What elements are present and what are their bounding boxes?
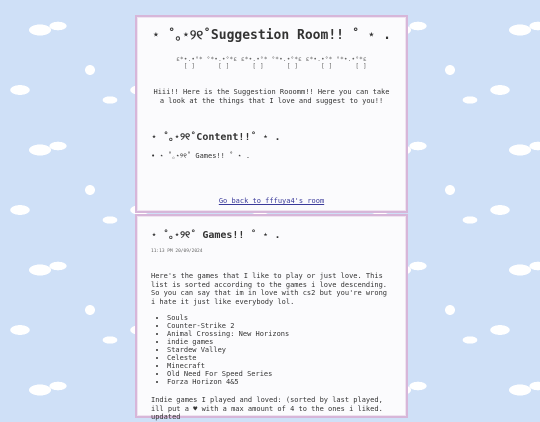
- list-item: • Forza Horizon 4&5: [167, 378, 406, 386]
- page-title: ⋆ ˚｡⋆୨୧˚Suggestion Room!! ˚ ⋆ .: [152, 28, 391, 43]
- list-item: • Souls: [167, 314, 406, 322]
- games-list: [151, 314, 406, 386]
- content-list-item[interactable]: [151, 151, 406, 161]
- list-item: • Animal Crossing: New Horizons: [167, 330, 406, 338]
- list-item: • Stardew Valley: [167, 346, 406, 354]
- suggestion-room-panel: [135, 15, 408, 213]
- games-link[interactable]: ⋆ ˚｡⋆୨୧˚ Games!! ˚ ⋆ .: [159, 152, 251, 160]
- post-body: Here's the games that I like to play or just love. This list is sorted according to the games i love descending. So you can say that im in love with cs2 but you're wrong i hate it just like everybody lol.: [151, 272, 388, 306]
- post-title: ⋆ ˚｡⋆୨୧˚ Games!! ˚ ⋆ .: [151, 230, 281, 241]
- list-item: • Counter-Strike 2: [167, 322, 406, 330]
- intro-text: Hiii!! Here is the Suggestion Rooomm!! Here you can take a look at the things that I love and suggest to you!!: [153, 88, 390, 105]
- post-footer-text: Indie games I played and loved: (sorted by last played, ill put a ♥ with a max amount of 4 to the ones i liked. updated: [151, 396, 383, 421]
- list-item: • Minecraft: [167, 362, 406, 370]
- bullet-icon: •: [151, 152, 160, 160]
- list-item: • Celeste: [167, 354, 406, 362]
- content-list: [151, 151, 406, 161]
- back-link-container: [137, 197, 406, 205]
- post-date: 11:13 PM 20/09/2024: [151, 249, 203, 254]
- decorative-divider: ε*•.•°* °*•.•°*ε ε*•.•°* °*•.•°*ε ε*•.•°* °*•.•°*ε [ ] [ ] [ ] [ ] [ ] [ ]: [176, 56, 367, 70]
- content-heading: ⋆ ˚｡⋆୨୧˚Content!!˚ ⋆ .: [151, 132, 281, 143]
- games-post-panel: [135, 214, 408, 421]
- back-link[interactable]: Go back to fffuya4's room: [218, 197, 325, 205]
- list-item: • Old Need For Speed Series: [167, 370, 406, 378]
- list-item: • indie games: [167, 338, 406, 346]
